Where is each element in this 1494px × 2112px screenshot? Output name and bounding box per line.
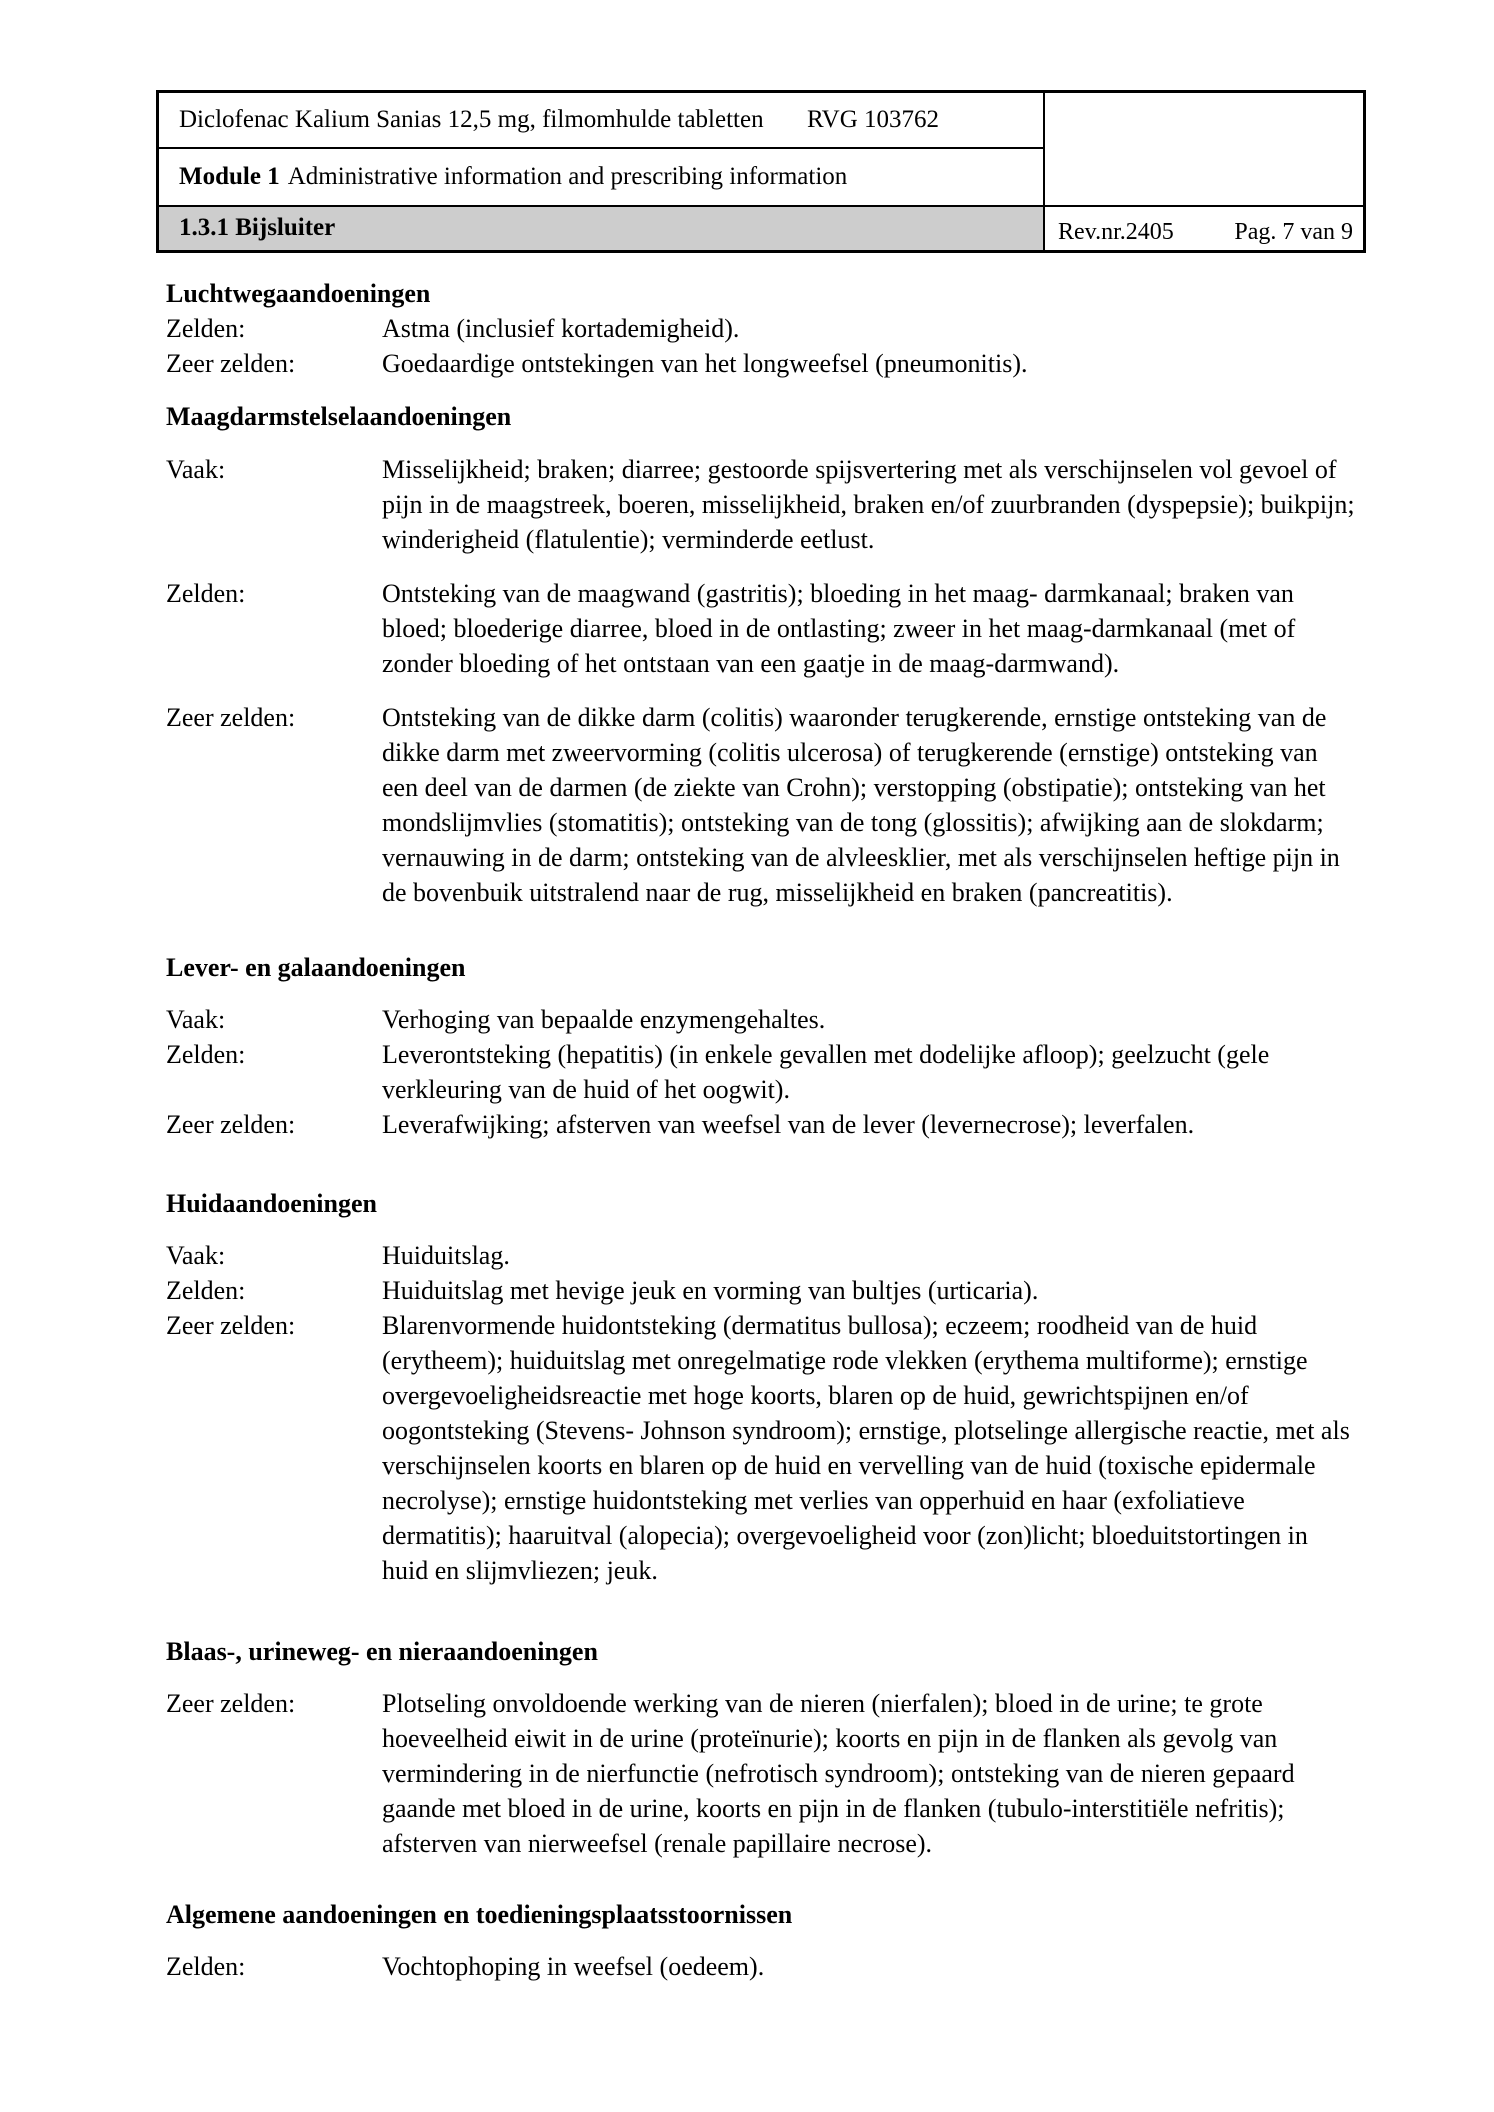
frequency-label: Zelden: [166,579,246,608]
frequency-label: Vaak: [166,1241,226,1270]
entry-row [166,700,1358,910]
frequency-label: Zeer zelden: [166,349,296,378]
frequency-label: Vaak: [166,1005,226,1034]
side-effect-text: Misselijkheid; braken; diarree; gestoorde spijsvertering met als verschijnselen vol gevoel of pijn in de maagstreek, boeren, misselijkheid, braken en/of zuurbranden (dyspepsie); buikpijn; winderigheid (flatulentie); verminderde eetlust. [382,455,1355,554]
entry-row [166,1107,1358,1142]
side-effect-text: Plotseling onvoldoende werking van de nieren (nierfalen); bloed in de urine; te grote hoeveelheid eiwit in de urine (proteïnurie); koorts en pijn in de flanken als gevolg van vermindering in de nierfunctie (nefrotisch syndroom); ontsteking van de nieren gepaard gaande met bloed in de urine, koorts en pijn in de flanken (tubulo-interstitiële nefritis); afsterven van nierweefsel (renale papillaire necrose). [382,1689,1295,1858]
section-title: Huidaandoeningen [166,1189,377,1218]
entry-row [166,1238,1358,1273]
entry-row [166,1686,1358,1861]
frequency-label: Zelden: [166,1276,246,1305]
entry-list [166,452,1358,910]
side-effect-text: Leverontsteking (hepatitis) (in enkele gevallen met dodelijke afloop); geelzucht (gele verkleuring van de huid of het oogwit). [382,1040,1270,1104]
entry-list [166,1686,1358,1861]
entry-row [166,576,1358,681]
section-huidaandoeningen [166,1186,1358,1588]
section-blaas-urineweg-nieraandoeningen [166,1634,1358,1861]
entry-list [166,1238,1358,1588]
frequency-label: Zeer zelden: [166,1311,296,1340]
module-label: Module 1 [179,162,280,190]
entry-row [166,311,1358,346]
section-maagdarmstelselaandoeningen [166,399,1358,910]
entry-row [166,346,1358,381]
frequency-label: Zelden: [166,314,246,343]
rvg-number: RVG 103762 [807,105,940,133]
product-title: Diclofenac Kalium Sanias 12,5 mg, filmomhulde tabletten [179,105,764,133]
header-revision-cell [1043,205,1363,250]
frequency-label: Vaak: [166,455,226,484]
entry-row [166,1273,1358,1308]
entry-row [166,1037,1358,1107]
entry-list [166,1949,1358,1984]
entry-list [166,311,1358,381]
page-number: Pag. 7 van 9 [1234,219,1353,246]
frequency-label: Zelden: [166,1040,246,1069]
section-title: Luchtwegaandoeningen [166,279,431,308]
frequency-label: Zeer zelden: [166,703,296,732]
entry-row [166,452,1358,557]
header-section-cell [159,205,1043,250]
section-algemene-aandoeningen [166,1897,1358,1984]
frequency-label: Zeer zelden: [166,1689,296,1718]
side-effect-text: Ontsteking van de dikke darm (colitis) waaronder terugkerende, ernstige ontsteking van de dikke darm met zweervorming (colitis ulcerosa) of terugkerende (ernstige) ontsteking van een deel van de darmen (de ziekte van Crohn); verstopping (obstipatie); ontsteking van het mondslijmvlies (stomatitis); ontsteking van de tong (glossitis); afwijking aan de slokdarm; vernauwing in de darm; ontsteking van de alvleesklier, met als verschijnselen heftige pijn in de bovenbuik uitstralend naar de rug, misselijkheid en braken (pancreatitis). [382,703,1340,907]
module-description: Administrative information and prescribing information [287,162,848,190]
side-effect-text: Huiduitslag. [382,1241,510,1270]
side-effect-text: Leverafwijking; afsterven van weefsel van de lever (levernecrose); leverfalen. [382,1110,1195,1139]
section-title: Blaas-, urineweg- en nieraandoeningen [166,1637,598,1666]
section-luchtwegaandoeningen [166,276,1358,381]
header-empty-cell [1043,93,1363,205]
entry-list [166,1002,1358,1142]
revision-number: Rev.nr.2405 [1058,219,1174,246]
side-effect-text: Goedaardige ontstekingen van het longweefsel (pneumonitis). [382,349,1028,378]
entry-row [166,1002,1358,1037]
section-lever-en-galaandoeningen [166,950,1358,1142]
entry-row [166,1308,1358,1588]
frequency-label: Zelden: [166,1952,246,1981]
side-effect-text: Vochtophoping in weefsel (oedeem). [382,1952,765,1981]
side-effect-text: Astma (inclusief kortademigheid). [382,314,740,343]
entry-row [166,1949,1358,1984]
side-effect-text: Ontsteking van de maagwand (gastritis); bloeding in het maag- darmkanaal; braken van bloed; bloederige diarree, bloed in de ontlasting; zweer in het maag-darmkanaal (met of zonder bloeding of het ontstaan van een gaatje in de maag-darmwand). [382,579,1296,678]
section-number-label: 1.3.1 Bijsluiter [179,214,336,242]
document-body [166,252,1358,1984]
section-title: Algemene aandoeningen en toedieningsplaatsstoornissen [166,1900,793,1929]
frequency-label: Zeer zelden: [166,1110,296,1139]
section-title: Lever- en galaandoeningen [166,953,466,982]
header-product-cell [159,93,1043,149]
section-title: Maagdarmstelselaandoeningen [166,402,512,431]
side-effect-text: Huiduitslag met hevige jeuk en vorming van bultjes (urticaria). [382,1276,1039,1305]
side-effect-text: Verhoging van bepaalde enzymengehaltes. [382,1005,826,1034]
side-effect-text: Blarenvormende huidontsteking (dermatitus bullosa); eczeem; roodheid van de huid (erytheem); huiduitslag met onregelmatige rode vlekken (erythema multiforme); ernstige overgevoeligheidsreactie met hoge koorts, blaren op de huid, gewrichtspijnen en/of oogontsteking (Stevens- Johnson syndroom); ernstige, plotselinge allergische reactie, met als verschijnselen koorts en blaren op de huid en vervelling van de huid (toxische epidermale necrolyse); ernstige huidontsteking met verlies van opperhuid en haar (exfoliatieve dermatitis); haaruitval (alopecia); overgevoeligheid voor (zon)licht; bloeduitstortingen in huid en slijmvliezen; jeuk. [382,1311,1350,1585]
header-module-cell [159,149,1043,205]
header-table [156,90,1366,253]
